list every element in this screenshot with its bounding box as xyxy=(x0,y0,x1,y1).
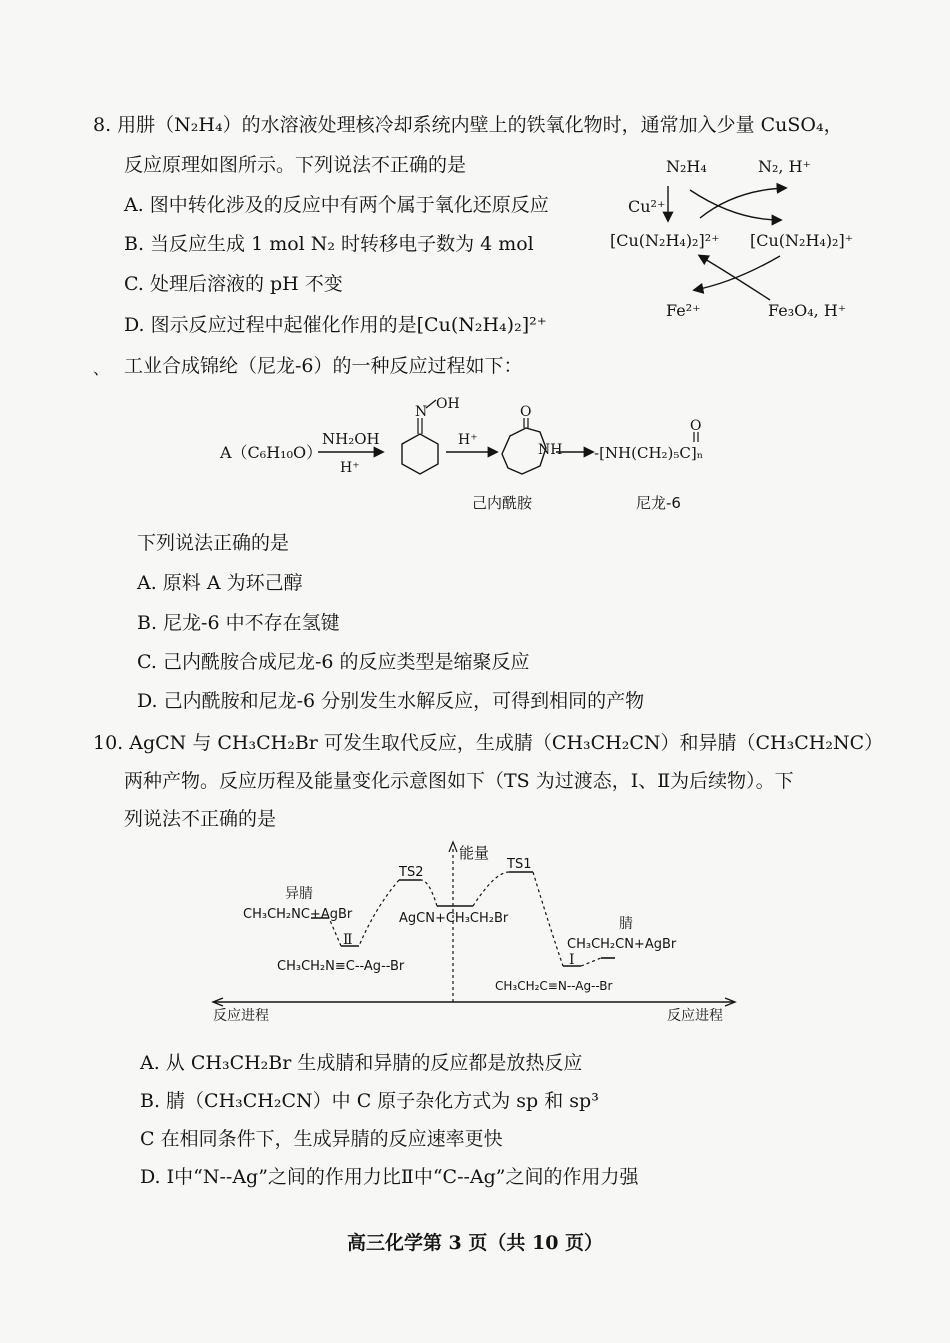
complex-right-label: [Cu(N₂H₄)₂]⁺ xyxy=(750,231,854,250)
q10-option-a: A. 从 CH₃CH₂Br 生成腈和异腈的反应都是放热反应 xyxy=(140,1052,583,1074)
q10-stem-line3: 列说法不正确的是 xyxy=(124,808,277,830)
reagent-nh2oh: NH₂OH xyxy=(322,430,380,448)
ii-species: CH₃CH₂N≡C--Ag--Br xyxy=(277,959,405,974)
ts2-label: TS2 xyxy=(399,865,424,880)
lactam-nh: NH xyxy=(538,442,563,458)
nitrile-label: 腈 xyxy=(619,916,633,932)
q8-option-c: C. 处理后溶液的 pH 不变 xyxy=(124,273,343,295)
axis-left-label: 反应进程 xyxy=(213,1008,269,1024)
cu2-label: Cu²⁺ xyxy=(628,197,666,216)
q10-option-c: C 在相同条件下，生成异腈的反应速率更快 xyxy=(140,1128,503,1150)
start-species: AgCN+CH₃CH₂Br xyxy=(399,911,509,926)
lactam-o: O xyxy=(520,404,532,420)
nylon-o: O xyxy=(690,418,702,434)
q10-option-b: B. 腈（CH₃CH₂CN）中 C 原子杂化方式为 sp 和 sp³ xyxy=(140,1090,599,1112)
q8-stem-line2: 反应原理如图所示。下列说法不正确的是 xyxy=(124,154,467,176)
q10-energy-diagram xyxy=(205,838,745,1028)
q9-option-b: B. 尼龙-6 中不存在氢键 xyxy=(137,612,340,634)
q9-option-a: A. 原料 A 为环己醇 xyxy=(137,572,303,594)
oxime-ring xyxy=(402,434,438,474)
q8-option-a: A. 图中转化涉及的反应中有两个属于氧化还原反应 xyxy=(124,194,549,216)
caption-nylon: 尼龙-6 xyxy=(636,494,681,512)
q9-stem: 工业合成锦纶（尼龙-6）的一种反应过程如下： xyxy=(124,355,523,377)
page-footer: 高三化学第 3 页（共 10 页） xyxy=(346,1232,604,1254)
fe2-label: Fe²⁺ xyxy=(666,301,701,320)
reagent-h-1: H⁺ xyxy=(340,460,360,476)
q10-option-d: D. Ⅰ中“N--Ag”之间的作用力比Ⅱ中“C--Ag”之间的作用力强 xyxy=(140,1166,639,1188)
q8-cycle-diagram xyxy=(600,150,860,330)
q10-stem-line1: 10. AgCN 与 CH₃CH₂Br 可发生取代反应，生成腈（CH₃CH₂CN）和异腈（CH₃CH₂NC） xyxy=(93,732,884,754)
q10-stem-line2: 两种产物。反应历程及能量变化示意图如下（TS 为过渡态，Ⅰ、Ⅱ为后续物）。下 xyxy=(124,770,794,792)
n2h4-label: N₂H₄ xyxy=(666,157,707,176)
axis-right-label: 反应进程 xyxy=(667,1008,723,1024)
energy-label: 能量 xyxy=(459,844,490,862)
nitrile-product: CH₃CH₂CN+AgBr xyxy=(567,937,677,952)
complex-left-label: [Cu(N₂H₄)₂]²⁺ xyxy=(610,231,720,250)
n2-h-label: N₂, H⁺ xyxy=(758,157,811,176)
q9-option-d: D. 己内酰胺和尼龙-6 分别发生水解反应，可得到相同的产物 xyxy=(137,690,645,712)
isonitrile-product: CH₃CH₂NC+AgBr xyxy=(243,907,353,922)
caption-lactam: 己内酰胺 xyxy=(472,494,533,512)
q8-stem-line1: 8. 用肼（N₂H₄）的水溶液处理核冷却系统内壁上的铁氧化物时，通常加入少量 CuSO₄， xyxy=(93,114,843,136)
isonitrile-label: 异腈 xyxy=(285,886,313,902)
nylon-polymer: -[NH(CH₂)₅C]ₙ xyxy=(594,444,704,462)
q9-number: 、 xyxy=(93,359,110,378)
ts1-label: TS1 xyxy=(507,857,532,872)
i-label: Ⅰ xyxy=(569,952,575,968)
q8-option-d: D. 图示反应过程中起催化作用的是[Cu(N₂H₄)₂]²⁺ xyxy=(124,314,547,336)
reagent-h-2: H⁺ xyxy=(458,432,478,448)
q9-reaction-scheme xyxy=(210,392,730,517)
i-species: CH₃CH₂C≡N--Ag--Br xyxy=(495,979,613,993)
reactant-a: A（C₆H₁₀O） xyxy=(220,443,323,462)
lower-arc-right xyxy=(700,256,770,300)
q9-lead: 下列说法正确的是 xyxy=(137,532,290,554)
ii-label: Ⅱ xyxy=(343,932,353,948)
q8-option-b: B. 当反应生成 1 mol N₂ 时转移电子数为 4 mol xyxy=(124,233,534,255)
q9-option-c: C. 己内酰胺合成尼龙-6 的反应类型是缩聚反应 xyxy=(137,651,530,673)
oxime-n: N xyxy=(415,404,428,420)
fe3o4-label: Fe₃O₄, H⁺ xyxy=(768,301,847,320)
oxime-oh: OH xyxy=(436,396,460,412)
